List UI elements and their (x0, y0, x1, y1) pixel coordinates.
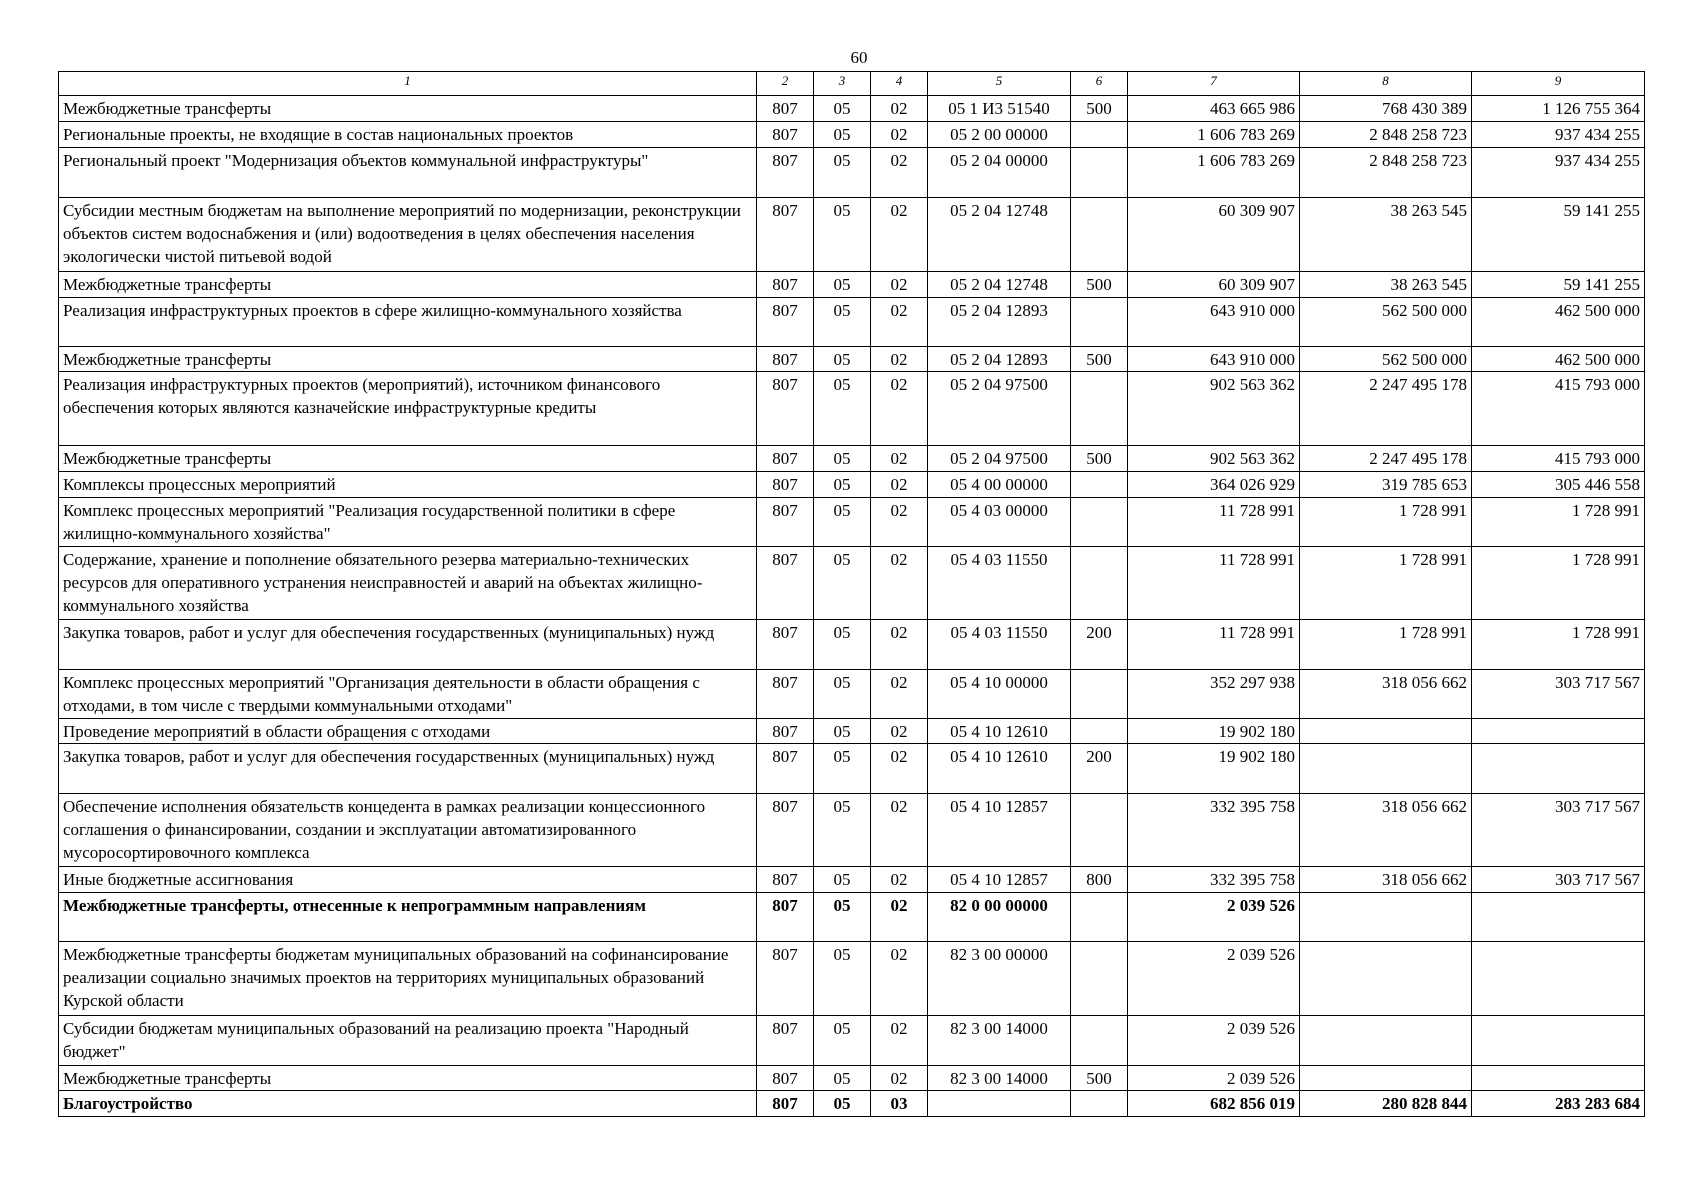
row-code-3-cell: 05 (814, 198, 871, 272)
row-amount-9-cell: 462 500 000 (1472, 298, 1645, 347)
row-code-5-cell: 05 2 04 97500 (928, 372, 1071, 446)
row-code-5-cell: 05 4 10 12857 (928, 794, 1071, 867)
row-amount-8-cell (1300, 893, 1472, 942)
row-name-cell: Закупка товаров, работ и услуг для обеспечения государственных (муниципальных) нужд (59, 744, 757, 794)
table-row (59, 547, 1645, 620)
table-row (59, 198, 1645, 272)
row-amount-9-cell (1472, 893, 1645, 942)
row-amount-7-cell: 364 026 929 (1128, 472, 1300, 498)
row-code-3-cell: 05 (814, 498, 871, 547)
row-code-2-cell: 807 (757, 794, 814, 867)
row-name-cell: Реализация инфраструктурных проектов в сфере жилищно-коммунального хозяйства (59, 298, 757, 347)
row-code-2-cell: 807 (757, 1091, 814, 1117)
row-amount-7-cell: 1 606 783 269 (1128, 122, 1300, 148)
row-code-5-cell: 82 3 00 14000 (928, 1066, 1071, 1091)
table-row (59, 670, 1645, 719)
row-amount-7-cell: 643 910 000 (1128, 298, 1300, 347)
row-code-6-cell: 500 (1071, 272, 1128, 298)
row-amount-9-cell: 1 126 755 364 (1472, 96, 1645, 122)
row-code-4-cell: 02 (871, 148, 928, 198)
row-code-6-cell (1071, 148, 1128, 198)
row-code-2-cell: 807 (757, 347, 814, 372)
row-code-2-cell: 807 (757, 96, 814, 122)
table-row (59, 372, 1645, 446)
row-code-4-cell: 02 (871, 198, 928, 272)
row-code-3-cell: 05 (814, 547, 871, 620)
row-amount-8-cell: 38 263 545 (1300, 272, 1472, 298)
row-amount-8-cell: 38 263 545 (1300, 198, 1472, 272)
row-code-2-cell: 807 (757, 122, 814, 148)
table-body (59, 96, 1645, 1117)
row-amount-8-cell (1300, 1066, 1472, 1091)
row-code-4-cell: 02 (871, 372, 928, 446)
row-code-4-cell: 02 (871, 1016, 928, 1066)
table-row (59, 942, 1645, 1016)
table-row (59, 498, 1645, 547)
row-code-3-cell: 05 (814, 744, 871, 794)
row-name-cell: Комплексы процессных мероприятий (59, 472, 757, 498)
row-code-5-cell: 05 4 10 12857 (928, 867, 1071, 893)
row-name-cell: Иные бюджетные ассигнования (59, 867, 757, 893)
column-number-header-row (59, 72, 1645, 96)
table-row (59, 122, 1645, 148)
row-code-2-cell: 807 (757, 719, 814, 744)
row-code-5-cell: 05 4 10 00000 (928, 670, 1071, 719)
row-amount-7-cell: 643 910 000 (1128, 347, 1300, 372)
table-row (59, 719, 1645, 744)
row-code-2-cell: 807 (757, 670, 814, 719)
budget-table (58, 71, 1645, 1117)
row-code-6-cell (1071, 298, 1128, 347)
row-amount-8-cell: 2 247 495 178 (1300, 446, 1472, 472)
row-code-6-cell (1071, 198, 1128, 272)
table-row (59, 148, 1645, 198)
row-amount-9-cell: 59 141 255 (1472, 272, 1645, 298)
row-code-6-cell (1071, 472, 1128, 498)
row-amount-9-cell: 303 717 567 (1472, 867, 1645, 893)
row-code-4-cell: 02 (871, 867, 928, 893)
row-amount-8-cell (1300, 942, 1472, 1016)
row-name-cell: Реализация инфраструктурных проектов (мероприятий), источником финансового обеспечения которых являются казначейские инфраструктурные кредиты (59, 372, 757, 446)
row-amount-7-cell: 11 728 991 (1128, 620, 1300, 670)
row-code-6-cell (1071, 372, 1128, 446)
row-code-6-cell: 200 (1071, 620, 1128, 670)
row-amount-8-cell: 319 785 653 (1300, 472, 1472, 498)
column-header-9: 9 (1472, 72, 1645, 96)
row-code-5-cell: 82 3 00 00000 (928, 942, 1071, 1016)
table-row (59, 298, 1645, 347)
row-code-2-cell: 807 (757, 498, 814, 547)
table-row (59, 1091, 1645, 1117)
row-code-5-cell: 05 1 И3 51540 (928, 96, 1071, 122)
table-row (59, 867, 1645, 893)
row-code-2-cell: 807 (757, 446, 814, 472)
row-amount-9-cell: 462 500 000 (1472, 347, 1645, 372)
row-amount-9-cell: 303 717 567 (1472, 670, 1645, 719)
row-code-4-cell: 02 (871, 498, 928, 547)
row-code-6-cell (1071, 942, 1128, 1016)
row-code-3-cell: 05 (814, 472, 871, 498)
row-name-cell: Межбюджетные трансферты (59, 347, 757, 372)
row-amount-8-cell: 562 500 000 (1300, 347, 1472, 372)
row-code-5-cell: 05 2 04 00000 (928, 148, 1071, 198)
row-code-2-cell: 807 (757, 942, 814, 1016)
row-name-cell: Межбюджетные трансферты (59, 96, 757, 122)
row-amount-7-cell: 60 309 907 (1128, 272, 1300, 298)
row-code-2-cell: 807 (757, 893, 814, 942)
row-amount-7-cell: 352 297 938 (1128, 670, 1300, 719)
row-amount-7-cell: 682 856 019 (1128, 1091, 1300, 1117)
table-row (59, 96, 1645, 122)
row-code-5-cell: 82 3 00 14000 (928, 1016, 1071, 1066)
row-code-5-cell: 05 2 00 00000 (928, 122, 1071, 148)
row-amount-8-cell: 318 056 662 (1300, 670, 1472, 719)
row-code-6-cell: 500 (1071, 1066, 1128, 1091)
table-row (59, 1016, 1645, 1066)
row-amount-8-cell (1300, 744, 1472, 794)
page-number: 60 (850, 48, 868, 67)
row-name-cell: Межбюджетные трансферты (59, 446, 757, 472)
row-code-2-cell: 807 (757, 148, 814, 198)
row-code-3-cell: 05 (814, 347, 871, 372)
row-code-3-cell: 05 (814, 620, 871, 670)
row-name-cell: Содержание, хранение и пополнение обязательного резерва материально-технических ресурсов для оперативного устранения неисправностей и аварий на объектах жилищно-коммунального хозяйства (59, 547, 757, 620)
row-code-4-cell: 02 (871, 96, 928, 122)
row-code-2-cell: 807 (757, 1016, 814, 1066)
row-name-cell: Благоустройство (59, 1091, 757, 1117)
row-amount-9-cell: 1 728 991 (1472, 498, 1645, 547)
row-code-6-cell (1071, 719, 1128, 744)
row-code-4-cell: 02 (871, 446, 928, 472)
row-name-cell: Проведение мероприятий в области обращения с отходами (59, 719, 757, 744)
row-name-cell: Обеспечение исполнения обязательств концедента в рамках реализации концессионного соглашения о финансировании, создании и эксплуатации автоматизированного мусоросортировочного комплекса (59, 794, 757, 867)
row-name-cell: Комплекс процессных мероприятий "Организация деятельности в области обращения с отходами, в том числе с твердыми коммунальными отходами" (59, 670, 757, 719)
row-amount-7-cell: 19 902 180 (1128, 744, 1300, 794)
table-row (59, 1066, 1645, 1091)
row-code-5-cell: 05 2 04 12893 (928, 298, 1071, 347)
row-code-3-cell: 05 (814, 96, 871, 122)
row-code-3-cell: 05 (814, 1091, 871, 1117)
table-row (59, 893, 1645, 942)
row-code-3-cell: 05 (814, 942, 871, 1016)
row-amount-9-cell: 1 728 991 (1472, 620, 1645, 670)
row-amount-8-cell: 2 848 258 723 (1300, 122, 1472, 148)
row-code-5-cell: 05 2 04 12893 (928, 347, 1071, 372)
row-code-5-cell: 05 2 04 12748 (928, 272, 1071, 298)
row-amount-8-cell: 280 828 844 (1300, 1091, 1472, 1117)
row-code-4-cell: 02 (871, 794, 928, 867)
row-amount-7-cell: 902 563 362 (1128, 372, 1300, 446)
column-header-8: 8 (1300, 72, 1472, 96)
row-amount-9-cell: 59 141 255 (1472, 198, 1645, 272)
row-name-cell: Региональные проекты, не входящие в состав национальных проектов (59, 122, 757, 148)
row-code-6-cell: 200 (1071, 744, 1128, 794)
row-code-6-cell (1071, 794, 1128, 867)
row-code-2-cell: 807 (757, 198, 814, 272)
row-code-5-cell: 82 0 00 00000 (928, 893, 1071, 942)
row-code-5-cell: 05 4 03 11550 (928, 547, 1071, 620)
row-amount-8-cell (1300, 719, 1472, 744)
column-header-6: 6 (1071, 72, 1128, 96)
row-code-6-cell (1071, 1091, 1128, 1117)
row-amount-9-cell (1472, 942, 1645, 1016)
row-code-2-cell: 807 (757, 620, 814, 670)
row-code-2-cell: 807 (757, 867, 814, 893)
column-header-4: 4 (871, 72, 928, 96)
row-amount-9-cell: 305 446 558 (1472, 472, 1645, 498)
row-amount-8-cell: 2 247 495 178 (1300, 372, 1472, 446)
row-amount-7-cell: 1 606 783 269 (1128, 148, 1300, 198)
row-amount-8-cell: 318 056 662 (1300, 867, 1472, 893)
row-code-5-cell: 05 4 03 00000 (928, 498, 1071, 547)
row-amount-7-cell: 19 902 180 (1128, 719, 1300, 744)
row-amount-9-cell: 303 717 567 (1472, 794, 1645, 867)
row-code-4-cell: 02 (871, 942, 928, 1016)
row-code-6-cell: 800 (1071, 867, 1128, 893)
row-code-6-cell (1071, 893, 1128, 942)
row-amount-9-cell: 1 728 991 (1472, 547, 1645, 620)
row-name-cell: Субсидии местным бюджетам на выполнение мероприятий по модернизации, реконструкции объектов систем водоснабжения и (или) водоотведения в целях обеспечения населения экологически чистой питьевой водой (59, 198, 757, 272)
table-row (59, 272, 1645, 298)
row-code-3-cell: 05 (814, 446, 871, 472)
column-header-3: 3 (814, 72, 871, 96)
row-code-4-cell: 02 (871, 670, 928, 719)
row-amount-8-cell: 768 430 389 (1300, 96, 1472, 122)
row-code-6-cell: 500 (1071, 446, 1128, 472)
row-code-2-cell: 807 (757, 547, 814, 620)
row-code-3-cell: 05 (814, 1066, 871, 1091)
row-code-4-cell: 02 (871, 472, 928, 498)
table-row (59, 620, 1645, 670)
column-header-5: 5 (928, 72, 1071, 96)
row-code-2-cell: 807 (757, 1066, 814, 1091)
row-amount-7-cell: 2 039 526 (1128, 1016, 1300, 1066)
row-code-5-cell: 05 4 03 11550 (928, 620, 1071, 670)
row-code-4-cell: 02 (871, 1066, 928, 1091)
row-code-5-cell: 05 4 10 12610 (928, 744, 1071, 794)
row-code-4-cell: 02 (871, 547, 928, 620)
row-code-6-cell: 500 (1071, 347, 1128, 372)
row-amount-7-cell: 463 665 986 (1128, 96, 1300, 122)
row-code-3-cell: 05 (814, 372, 871, 446)
row-code-2-cell: 807 (757, 744, 814, 794)
row-amount-7-cell: 60 309 907 (1128, 198, 1300, 272)
row-amount-9-cell (1472, 719, 1645, 744)
row-code-2-cell: 807 (757, 298, 814, 347)
row-code-3-cell: 05 (814, 1016, 871, 1066)
row-code-4-cell: 03 (871, 1091, 928, 1117)
column-header-2: 2 (757, 72, 814, 96)
row-amount-8-cell: 1 728 991 (1300, 620, 1472, 670)
row-code-6-cell (1071, 547, 1128, 620)
row-code-3-cell: 05 (814, 719, 871, 744)
row-amount-9-cell: 415 793 000 (1472, 372, 1645, 446)
row-code-3-cell: 05 (814, 794, 871, 867)
row-name-cell: Межбюджетные трансферты бюджетам муниципальных образований на софинансирование реализации социально значимых проектов на территориях муниципальных образований Курской области (59, 942, 757, 1016)
row-code-3-cell: 05 (814, 272, 871, 298)
table-row (59, 744, 1645, 794)
table-row (59, 472, 1645, 498)
row-code-3-cell: 05 (814, 670, 871, 719)
row-code-4-cell: 02 (871, 719, 928, 744)
row-amount-7-cell: 902 563 362 (1128, 446, 1300, 472)
row-amount-7-cell: 11 728 991 (1128, 547, 1300, 620)
row-code-6-cell: 500 (1071, 96, 1128, 122)
row-amount-8-cell (1300, 1016, 1472, 1066)
row-code-5-cell: 05 4 00 00000 (928, 472, 1071, 498)
row-code-4-cell: 02 (871, 893, 928, 942)
row-code-6-cell (1071, 670, 1128, 719)
row-code-6-cell (1071, 1016, 1128, 1066)
row-amount-9-cell: 937 434 255 (1472, 122, 1645, 148)
row-code-4-cell: 02 (871, 298, 928, 347)
row-code-4-cell: 02 (871, 347, 928, 372)
row-amount-9-cell (1472, 744, 1645, 794)
row-name-cell: Межбюджетные трансферты (59, 272, 757, 298)
row-name-cell: Межбюджетные трансферты, отнесенные к непрограммным направлениям (59, 893, 757, 942)
row-name-cell: Региональный проект "Модернизация объектов коммунальной инфраструктуры" (59, 148, 757, 198)
column-header-7: 7 (1128, 72, 1300, 96)
table-row (59, 446, 1645, 472)
row-amount-9-cell: 283 283 684 (1472, 1091, 1645, 1117)
row-amount-8-cell: 2 848 258 723 (1300, 148, 1472, 198)
row-amount-8-cell: 1 728 991 (1300, 498, 1472, 547)
row-amount-9-cell (1472, 1016, 1645, 1066)
row-code-3-cell: 05 (814, 298, 871, 347)
row-code-2-cell: 807 (757, 472, 814, 498)
table-row (59, 347, 1645, 372)
row-code-6-cell (1071, 122, 1128, 148)
row-name-cell: Комплекс процессных мероприятий "Реализация государственной политики в сфере жилищно-коммунального хозяйства" (59, 498, 757, 547)
row-code-5-cell: 05 2 04 12748 (928, 198, 1071, 272)
row-code-2-cell: 807 (757, 272, 814, 298)
row-name-cell: Субсидии бюджетам муниципальных образований на реализацию проекта "Народный бюджет" (59, 1016, 757, 1066)
row-amount-9-cell: 937 434 255 (1472, 148, 1645, 198)
column-header-1: 1 (59, 72, 757, 96)
row-code-2-cell: 807 (757, 372, 814, 446)
row-code-4-cell: 02 (871, 744, 928, 794)
row-code-5-cell (928, 1091, 1071, 1117)
row-code-3-cell: 05 (814, 867, 871, 893)
row-amount-7-cell: 2 039 526 (1128, 1066, 1300, 1091)
row-amount-7-cell: 332 395 758 (1128, 794, 1300, 867)
row-amount-8-cell: 562 500 000 (1300, 298, 1472, 347)
row-code-3-cell: 05 (814, 893, 871, 942)
row-name-cell: Закупка товаров, работ и услуг для обеспечения государственных (муниципальных) нужд (59, 620, 757, 670)
row-amount-9-cell (1472, 1066, 1645, 1091)
row-amount-7-cell: 332 395 758 (1128, 867, 1300, 893)
row-code-6-cell (1071, 498, 1128, 547)
row-amount-7-cell: 11 728 991 (1128, 498, 1300, 547)
row-code-5-cell: 05 2 04 97500 (928, 446, 1071, 472)
table-row (59, 794, 1645, 867)
row-name-cell: Межбюджетные трансферты (59, 1066, 757, 1091)
row-code-4-cell: 02 (871, 620, 928, 670)
row-code-4-cell: 02 (871, 122, 928, 148)
row-code-3-cell: 05 (814, 148, 871, 198)
row-amount-8-cell: 1 728 991 (1300, 547, 1472, 620)
row-amount-7-cell: 2 039 526 (1128, 893, 1300, 942)
row-code-4-cell: 02 (871, 272, 928, 298)
row-amount-8-cell: 318 056 662 (1300, 794, 1472, 867)
row-code-5-cell: 05 4 10 12610 (928, 719, 1071, 744)
row-code-3-cell: 05 (814, 122, 871, 148)
row-amount-7-cell: 2 039 526 (1128, 942, 1300, 1016)
row-amount-9-cell: 415 793 000 (1472, 446, 1645, 472)
